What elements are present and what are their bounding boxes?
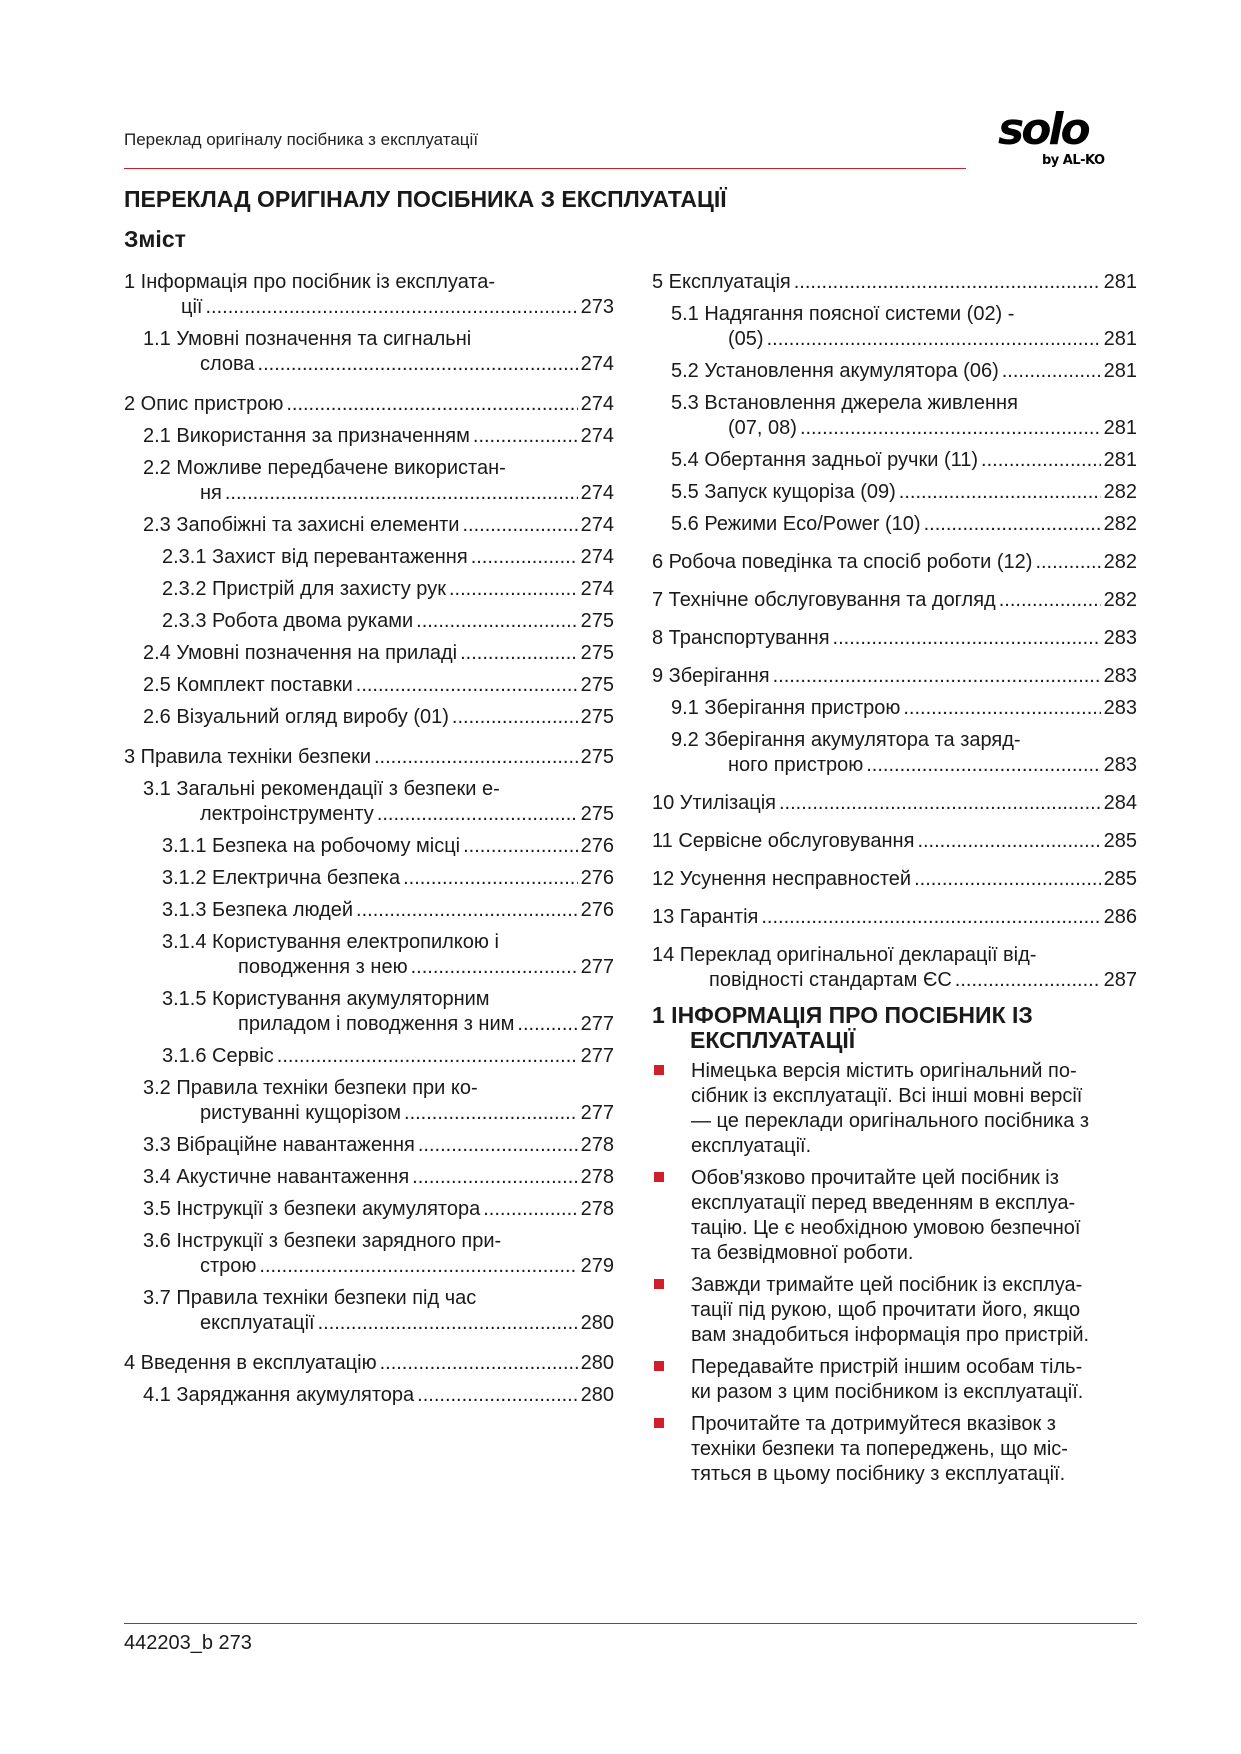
toc-entry[interactable] [143, 777, 614, 827]
toc-entry[interactable] [162, 609, 614, 634]
bullet-square-icon [654, 1418, 664, 1428]
toc-entry[interactable] [143, 1286, 614, 1336]
toc-entry[interactable] [652, 270, 1137, 295]
toc-page-number: 276 [580, 835, 614, 857]
toc-entry-title: 2.5 Комплект поставки [143, 674, 353, 696]
toc-entry[interactable] [143, 513, 614, 538]
toc-page-number: 278 [580, 1166, 614, 1188]
toc-entry-continuation: (05) [728, 328, 764, 350]
toc-entry-title: 3.1.4 Користування електропилкою і [162, 931, 499, 953]
toc-leader-dots [258, 352, 578, 377]
toc-leader-dots [917, 829, 1100, 854]
toc-entry-title: 3.1.3 Безпека людей [162, 899, 354, 921]
toc-entry-title: 5.3 Встановлення джерела живлення [671, 392, 1018, 414]
toc-leader-dots [517, 1012, 577, 1037]
toc-entry-title: 10 Утилізація [652, 792, 776, 814]
toc-leader-dots [463, 834, 578, 859]
toc-entry-title: 7 Технічне обслуговування та догляд [652, 589, 996, 611]
toc-leader-dots [356, 673, 578, 698]
toc-entry-title: 1 Інформація про посібник із експлуата- [124, 271, 496, 293]
toc-leader-dots [833, 626, 1101, 651]
toc-entry-title: 3.1 Загальні рекомендації з безпеки е- [143, 778, 500, 800]
toc-page-number: 278 [580, 1198, 614, 1220]
toc-entry[interactable] [671, 728, 1137, 778]
toc-entry-continuation: поводження з нею [238, 956, 408, 978]
toc-entry-continuation: слова [200, 353, 255, 375]
bullet-text-line: Завжди тримайте цей посібник із експлуа- [691, 1274, 1083, 1296]
toc-page-number: 274 [580, 578, 614, 600]
bullet-text-line: тяться в цьому посібнику з експлуатації. [691, 1463, 1066, 1485]
toc-leader-dots [473, 424, 578, 449]
section-heading [652, 1003, 1137, 1053]
toc-entry-title: 3.6 Інструкції з безпеки зарядного при- [143, 1230, 502, 1252]
toc-page-number: 275 [580, 746, 614, 768]
toc-page-number: 283 [1103, 697, 1137, 719]
toc-leader-dots [779, 791, 1101, 816]
toc-entry-title: 9.2 Зберігання акумулятора та заряд- [671, 729, 1021, 751]
toc-entry[interactable] [671, 696, 1137, 721]
bullet-square-icon [654, 1279, 664, 1289]
toc-entry[interactable] [671, 512, 1137, 537]
toc-leader-dots [460, 641, 578, 666]
toc-page-number: 273 [580, 296, 614, 318]
toc-entry-title: 2.3.1 Захист від перевантаження [162, 546, 468, 568]
toc-entry[interactable] [652, 905, 1137, 930]
toc-page-number: 285 [1103, 830, 1137, 852]
toc-entry[interactable] [124, 745, 614, 770]
toc-left-column [124, 270, 614, 1408]
toc-entry-continuation: приладом і поводження з ним [238, 1013, 515, 1035]
toc-page-number: 281 [1103, 449, 1137, 471]
toc-page-number: 282 [1103, 551, 1137, 573]
toc-entry-title: 9 Зберігання [652, 665, 770, 687]
toc-leader-dots [1035, 550, 1100, 575]
bullet-square-icon [654, 1361, 664, 1371]
toc-entry[interactable] [143, 641, 614, 666]
toc-leader-dots [924, 512, 1101, 537]
toc-page-number: 274 [580, 482, 614, 504]
toc-page-number: 283 [1103, 754, 1137, 776]
toc-entry[interactable] [652, 791, 1137, 816]
toc-entry[interactable] [652, 867, 1137, 892]
toc-entry[interactable] [162, 898, 614, 923]
brand-logo [998, 104, 1122, 172]
bullet-text-line: Німецька версія містить оригінальний по- [691, 1060, 1077, 1082]
toc-page-number: 275 [580, 803, 614, 825]
toc-leader-dots [800, 416, 1101, 441]
logo-subtext: by AL-KO [1042, 153, 1105, 168]
toc-entry[interactable] [162, 866, 614, 891]
section-heading-line1: 1 ІНФОРМАЦІЯ ПРО ПОСІБНИК ІЗ [652, 1002, 1033, 1028]
toc-entry[interactable] [143, 1133, 614, 1158]
toc-entry-continuation: ристуванні кущорізом [200, 1102, 402, 1124]
toc-entry[interactable] [162, 577, 614, 602]
toc-entry[interactable] [143, 456, 614, 506]
toc-entry-title: 3.5 Інструкції з безпеки акумулятора [143, 1198, 481, 1220]
toc-leader-dots [471, 545, 578, 570]
toc-entry[interactable] [652, 550, 1137, 575]
bullet-square-icon [654, 1065, 664, 1075]
toc-entry[interactable] [162, 1044, 614, 1069]
toc-leader-dots [773, 664, 1101, 689]
section-heading-line2: ЕКСПЛУАТАЦІЇ [690, 1027, 856, 1053]
toc-entry[interactable] [162, 545, 614, 570]
bullet-item [652, 1166, 1137, 1266]
toc-entry[interactable] [143, 1076, 614, 1126]
toc-page-number: 283 [1103, 665, 1137, 687]
toc-entry[interactable] [143, 327, 614, 377]
toc-leader-dots [794, 270, 1101, 295]
toc-entry-continuation: ного пристрою [728, 754, 864, 776]
toc-entry-title: 2.2 Можливе передбачене використан- [143, 457, 506, 479]
toc-entry[interactable] [671, 448, 1137, 473]
toc-leader-dots [411, 955, 578, 980]
toc-page-number: 286 [1103, 906, 1137, 928]
toc-leader-dots [899, 480, 1101, 505]
toc-page-number: 281 [1103, 328, 1137, 350]
toc-entry-title: 2.4 Умовні позначення на приладі [143, 642, 458, 664]
toc-page-number: 274 [580, 353, 614, 375]
toc-leader-dots [374, 745, 578, 770]
toc-entry[interactable] [143, 1197, 614, 1222]
toc-entry-continuation: (07, 08) [728, 417, 797, 439]
toc-list-right [652, 270, 1137, 993]
toc-entry[interactable] [652, 829, 1137, 854]
header-divider [124, 168, 966, 169]
bullet-item [652, 1355, 1137, 1405]
toc-page-number: 274 [580, 546, 614, 568]
toc-leader-dots [462, 513, 577, 538]
toc-entry-title: 2.6 Візуальний огляд виробу (01) [143, 706, 449, 728]
toc-leader-dots [981, 448, 1101, 473]
toc-entry-title: 2.3.3 Робота двома руками [162, 610, 414, 632]
bullet-list [652, 1059, 1137, 1487]
toc-entry-continuation: строю [200, 1255, 257, 1277]
toc-entry[interactable] [671, 359, 1137, 384]
bullet-text-line: тації під рукою, щоб прочитати його, якщо [691, 1299, 1081, 1321]
toc-page-number: 276 [580, 867, 614, 889]
toc-entry-title: 8 Транспортування [652, 627, 830, 649]
toc-leader-dots [416, 609, 577, 634]
toc-leader-dots [483, 1197, 577, 1222]
toc-entry-title: 5.6 Режими Eco/Power (10) [671, 513, 921, 535]
toc-entry-title: 9.1 Зберігання пристрою [671, 697, 901, 719]
toc-entry[interactable] [671, 302, 1137, 352]
section-1 [652, 1003, 1137, 1487]
toc-entry[interactable] [162, 834, 614, 859]
toc-page-number: 277 [580, 956, 614, 978]
toc-leader-dots [914, 867, 1101, 892]
bullet-text-line: експлуатації. [691, 1135, 812, 1157]
toc-entry[interactable] [652, 588, 1137, 613]
toc-entry-title: 2.3.2 Пристрій для захисту рук [162, 578, 446, 600]
toc-leader-dots [318, 1311, 578, 1336]
toc-entry-continuation: повідності стандартам ЄС [709, 969, 952, 991]
toc-entry[interactable] [143, 1229, 614, 1279]
toc-page-number: 277 [580, 1045, 614, 1067]
toc-entry[interactable] [652, 626, 1137, 651]
toc-page-number: 284 [1103, 792, 1137, 814]
toc-entry-title: 11 Сервісне обслуговування [652, 830, 915, 852]
toc-leader-dots [380, 1351, 578, 1376]
bullet-text-line: техніки безпеки та попереджень, що міс- [691, 1438, 1068, 1460]
toc-page-number: 277 [580, 1013, 614, 1035]
toc-page-number: 280 [580, 1352, 614, 1374]
toc-page-number: 281 [1103, 271, 1137, 293]
toc-entry[interactable] [143, 673, 614, 698]
toc-leader-dots [412, 1165, 577, 1190]
toc-page-number: 282 [1103, 589, 1137, 611]
toc-leader-dots [377, 802, 578, 827]
toc-entry-title: 4 Введення в експлуатацію [124, 1352, 377, 1374]
toc-page-number: 274 [580, 514, 614, 536]
toc-entry-title: 14 Переклад оригінальної декларації від- [652, 944, 1037, 966]
toc-entry-title: 4.1 Заряджання акумулятора [143, 1384, 415, 1406]
toc-leader-dots [277, 1044, 578, 1069]
document-title: ПЕРЕКЛАД ОРИГІНАЛУ ПОСІБНИКА З ЕКСПЛУАТАЦІЇ [124, 186, 727, 212]
toc-entry-title: 1.1 Умовні позначення та сигнальні [143, 328, 472, 350]
toc-page-number: 285 [1103, 868, 1137, 890]
toc-entry[interactable] [652, 943, 1137, 993]
bullet-item [652, 1412, 1137, 1487]
bullet-text-line: Передавайте пристрій іншим особам тіль- [691, 1356, 1083, 1378]
toc-page-number: 287 [1103, 969, 1137, 991]
toc-entry-title: 2.1 Використання за призначенням [143, 425, 470, 447]
toc-entry-title: 2.3 Запобіжні та захисні елементи [143, 514, 460, 536]
toc-entry-title: 13 Гарантія [652, 906, 759, 928]
logo-wordmark: solo [998, 104, 1088, 155]
toc-page-number: 282 [1103, 481, 1137, 503]
toc-entry[interactable] [124, 392, 614, 417]
toc-entry-title: 6 Робоча поведінка та спосіб роботи (12) [652, 551, 1033, 573]
toc-entry-continuation: лектроінструменту [200, 803, 374, 825]
toc-page-number: 283 [1103, 627, 1137, 649]
toc-entry-title: 5 Експлуатація [652, 271, 791, 293]
toc-leader-dots [418, 1133, 578, 1158]
toc-leader-dots [452, 705, 578, 730]
toc-entry-title: 5.4 Обертання задньої ручки (11) [671, 449, 979, 471]
toc-page-number: 275 [580, 642, 614, 664]
toc-entry-title: 3.1.6 Сервіс [162, 1045, 274, 1067]
toc-entry[interactable] [162, 930, 614, 980]
bullet-text-line: — це переклади оригінального посібника з [691, 1110, 1090, 1132]
bullet-text-line: Обов'язково прочитайте цей посібник із [691, 1167, 1059, 1189]
toc-entry-title: 3.1.5 Користування акумуляторним [162, 988, 490, 1010]
bullet-text-line: експлуатації перед введенням в експлуа- [691, 1192, 1076, 1214]
toc-page-number: 281 [1103, 417, 1137, 439]
toc-entry[interactable] [143, 705, 614, 730]
page-footer: 442203_b 273 [124, 1632, 252, 1654]
toc-entry-continuation: експлуатації [200, 1312, 315, 1334]
toc-page-number: 274 [580, 425, 614, 447]
toc-list-left [124, 270, 614, 1408]
toc-entry-title: 3.3 Вібраційне навантаження [143, 1134, 415, 1156]
toc-page-number: 282 [1103, 513, 1137, 535]
toc-leader-dots [404, 1101, 578, 1126]
toc-entry-continuation: ня [200, 482, 222, 504]
toc-page-number: 275 [580, 610, 614, 632]
toc-leader-dots [999, 588, 1101, 613]
toc-entry-continuation: ції [181, 296, 203, 318]
toc-entry-title: 3.4 Акустичне навантаження [143, 1166, 410, 1188]
toc-leader-dots [417, 1383, 577, 1408]
footer-divider [124, 1623, 1137, 1624]
toc-leader-dots [259, 1254, 577, 1279]
bullet-text-line: вам знадобиться інформація про пристрій. [691, 1324, 1090, 1346]
toc-leader-dots [205, 295, 577, 320]
toc-leader-dots [955, 968, 1101, 993]
toc-entry[interactable] [143, 1165, 614, 1190]
toc-leader-dots [761, 905, 1100, 930]
toc-page-number: 275 [580, 706, 614, 728]
bullet-text-line: сібник із експлуатації. Всі інші мовні версії [691, 1085, 1083, 1107]
toc-page-number: 280 [580, 1312, 614, 1334]
toc-entry-title: 3.2 Правила техніки безпеки при ко- [143, 1077, 478, 1099]
toc-entry[interactable] [124, 1351, 614, 1376]
toc-leader-dots [449, 577, 578, 602]
bullet-item [652, 1273, 1137, 1348]
toc-entry[interactable] [652, 664, 1137, 689]
toc-page-number: 274 [580, 393, 614, 415]
toc-entry-title: 5.2 Установлення акумулятора (06) [671, 360, 999, 382]
bullet-text-line: ки разом з цим посібником із експлуатації. [691, 1381, 1084, 1403]
toc-entry[interactable] [143, 1383, 614, 1408]
bullet-text-line: тацію. Це є необхідною умовою безпечної [691, 1217, 1081, 1239]
contents-heading: Зміст [124, 226, 186, 252]
toc-entry-title: 2 Опис пристрою [124, 393, 284, 415]
toc-leader-dots [403, 866, 578, 891]
toc-page-number: 277 [580, 1102, 614, 1124]
toc-entry[interactable] [162, 987, 614, 1037]
toc-leader-dots [903, 696, 1100, 721]
toc-entry[interactable] [124, 270, 614, 320]
toc-right-column [652, 270, 1137, 1487]
toc-page-number: 279 [580, 1255, 614, 1277]
toc-page-number: 280 [580, 1384, 614, 1406]
toc-page-number: 278 [580, 1134, 614, 1156]
toc-leader-dots [225, 481, 578, 506]
toc-leader-dots [356, 898, 578, 923]
toc-leader-dots [286, 392, 577, 417]
bullet-text-line: та безвідмовної роботи. [691, 1242, 914, 1264]
toc-entry[interactable] [143, 424, 614, 449]
toc-page-number: 275 [580, 674, 614, 696]
toc-entry-title: 5.5 Запуск кущоріза (09) [671, 481, 896, 503]
toc-page-number: 276 [580, 899, 614, 921]
toc-page-number: 281 [1103, 360, 1137, 382]
bullet-item [652, 1059, 1137, 1159]
toc-entry-title: 12 Усунення несправностей [652, 868, 912, 890]
toc-leader-dots [1002, 359, 1101, 384]
running-header: Переклад оригіналу посібника з експлуатації [124, 130, 479, 149]
toc-entry-title: 3.1.2 Електрична безпека [162, 867, 401, 889]
toc-entry-title: 3.1.1 Безпека на робочому місці [162, 835, 461, 857]
bullet-square-icon [654, 1172, 664, 1182]
toc-entry-title: 5.1 Надягання поясної системи (02) - [671, 303, 1015, 325]
bullet-text-line: Прочитайте та дотримуйтеся вказівок з [691, 1413, 1056, 1435]
toc-leader-dots [866, 753, 1100, 778]
toc-entry-title: 3 Правила техніки безпеки [124, 746, 371, 768]
toc-entry[interactable] [671, 480, 1137, 505]
toc-entry-title: 3.7 Правила техніки безпеки під час [143, 1287, 477, 1309]
toc-leader-dots [767, 327, 1101, 352]
toc-entry[interactable] [671, 391, 1137, 441]
